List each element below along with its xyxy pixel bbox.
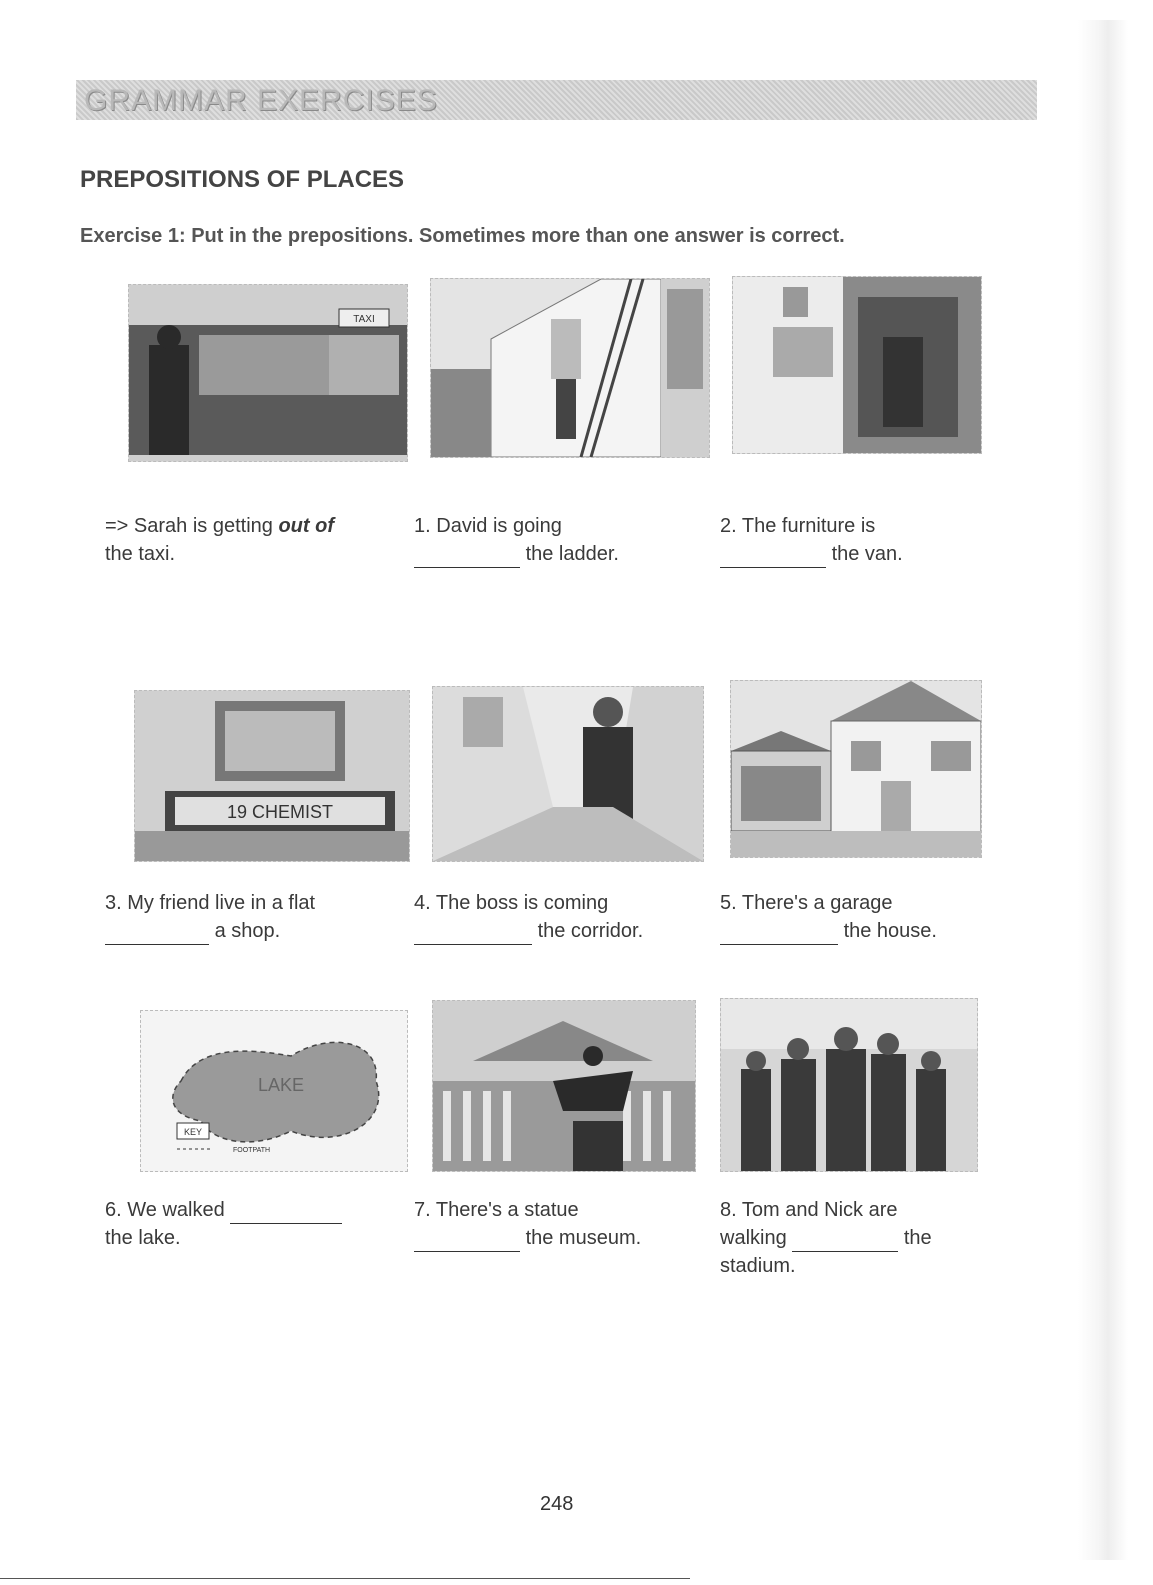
question-text: David is going bbox=[436, 515, 562, 537]
question-number: 1. bbox=[414, 515, 431, 537]
answer-blank[interactable] bbox=[414, 924, 532, 945]
answer-blank[interactable] bbox=[414, 547, 520, 568]
question-text: the museum. bbox=[525, 1227, 642, 1249]
question-text: the house. bbox=[843, 920, 937, 942]
question-text: the lake. bbox=[105, 1227, 181, 1249]
question-text: The furniture is bbox=[741, 515, 876, 537]
question-text: There's a garage bbox=[741, 892, 893, 914]
answer-blank[interactable] bbox=[792, 1231, 898, 1252]
question-text: The boss is coming bbox=[435, 892, 609, 914]
question-1 bbox=[414, 512, 704, 568]
answer-blank[interactable] bbox=[720, 547, 826, 568]
page-bottom-rule bbox=[0, 1578, 690, 1579]
section-banner bbox=[76, 80, 1037, 120]
question-text: Tom and Nick are bbox=[741, 1199, 898, 1221]
question-number: 2. bbox=[720, 515, 737, 537]
question-text: walking bbox=[720, 1227, 787, 1249]
answer-blank[interactable] bbox=[720, 924, 838, 945]
taxi-sign: TAXI bbox=[353, 314, 375, 325]
question-number: 7. bbox=[414, 1199, 431, 1221]
exercise-instruction: Exercise 1: Put in the prepositions. Sometimes more than one answer is correct. bbox=[80, 225, 845, 247]
answer-blank[interactable] bbox=[414, 1231, 520, 1252]
question-text: the corridor. bbox=[537, 920, 644, 942]
page-number: 248 bbox=[540, 1493, 574, 1515]
question-text: the van. bbox=[831, 543, 903, 565]
question-number: 3. bbox=[105, 892, 122, 914]
example-caption bbox=[105, 512, 405, 568]
answer-blank[interactable] bbox=[230, 1203, 342, 1224]
question-2 bbox=[720, 512, 1020, 568]
question-7 bbox=[414, 1196, 714, 1252]
section-title: PREPOSITIONS OF PLACES bbox=[80, 166, 405, 193]
photo-van bbox=[732, 276, 982, 454]
photo-ladder bbox=[430, 278, 710, 458]
question-text: My friend live in a flat bbox=[127, 892, 316, 914]
photo-taxi bbox=[128, 284, 408, 462]
example-answer: out of bbox=[278, 515, 334, 537]
question-text: We walked bbox=[127, 1199, 225, 1221]
banner-title: GRAMMAR EXERCISES bbox=[84, 84, 438, 117]
question-text: There's a statue bbox=[435, 1199, 579, 1221]
question-text: stadium. bbox=[720, 1255, 796, 1277]
question-number: 6. bbox=[105, 1199, 122, 1221]
map-key-label: KEY bbox=[183, 1127, 203, 1137]
question-text: the ladder. bbox=[525, 543, 619, 565]
shop-sign: 19 CHEMIST bbox=[226, 802, 334, 822]
photo-corridor bbox=[432, 686, 704, 862]
photo-stadium-crowd bbox=[720, 998, 978, 1172]
question-3 bbox=[105, 889, 405, 945]
photo-chemist bbox=[134, 690, 410, 862]
question-number: 5. bbox=[720, 892, 737, 914]
map-footpath-label: FOOTPATH bbox=[233, 1147, 271, 1154]
lake-label: LAKE bbox=[257, 1075, 305, 1095]
question-8 bbox=[720, 1196, 1020, 1280]
question-number: 8. bbox=[720, 1199, 737, 1221]
photo-statue-museum bbox=[432, 1000, 696, 1172]
question-text: the bbox=[903, 1227, 932, 1249]
question-number: 4. bbox=[414, 892, 431, 914]
photo-garage-house bbox=[730, 680, 982, 858]
page-edge-shadow bbox=[1078, 20, 1128, 1560]
question-text: a shop. bbox=[214, 920, 281, 942]
example-suffix: the taxi. bbox=[105, 543, 176, 565]
question-5 bbox=[720, 889, 1020, 945]
example-prefix: => Sarah is getting bbox=[105, 515, 273, 537]
question-4 bbox=[414, 889, 714, 945]
question-6 bbox=[105, 1196, 405, 1252]
photo-lake-map bbox=[140, 1010, 408, 1172]
answer-blank[interactable] bbox=[105, 924, 209, 945]
